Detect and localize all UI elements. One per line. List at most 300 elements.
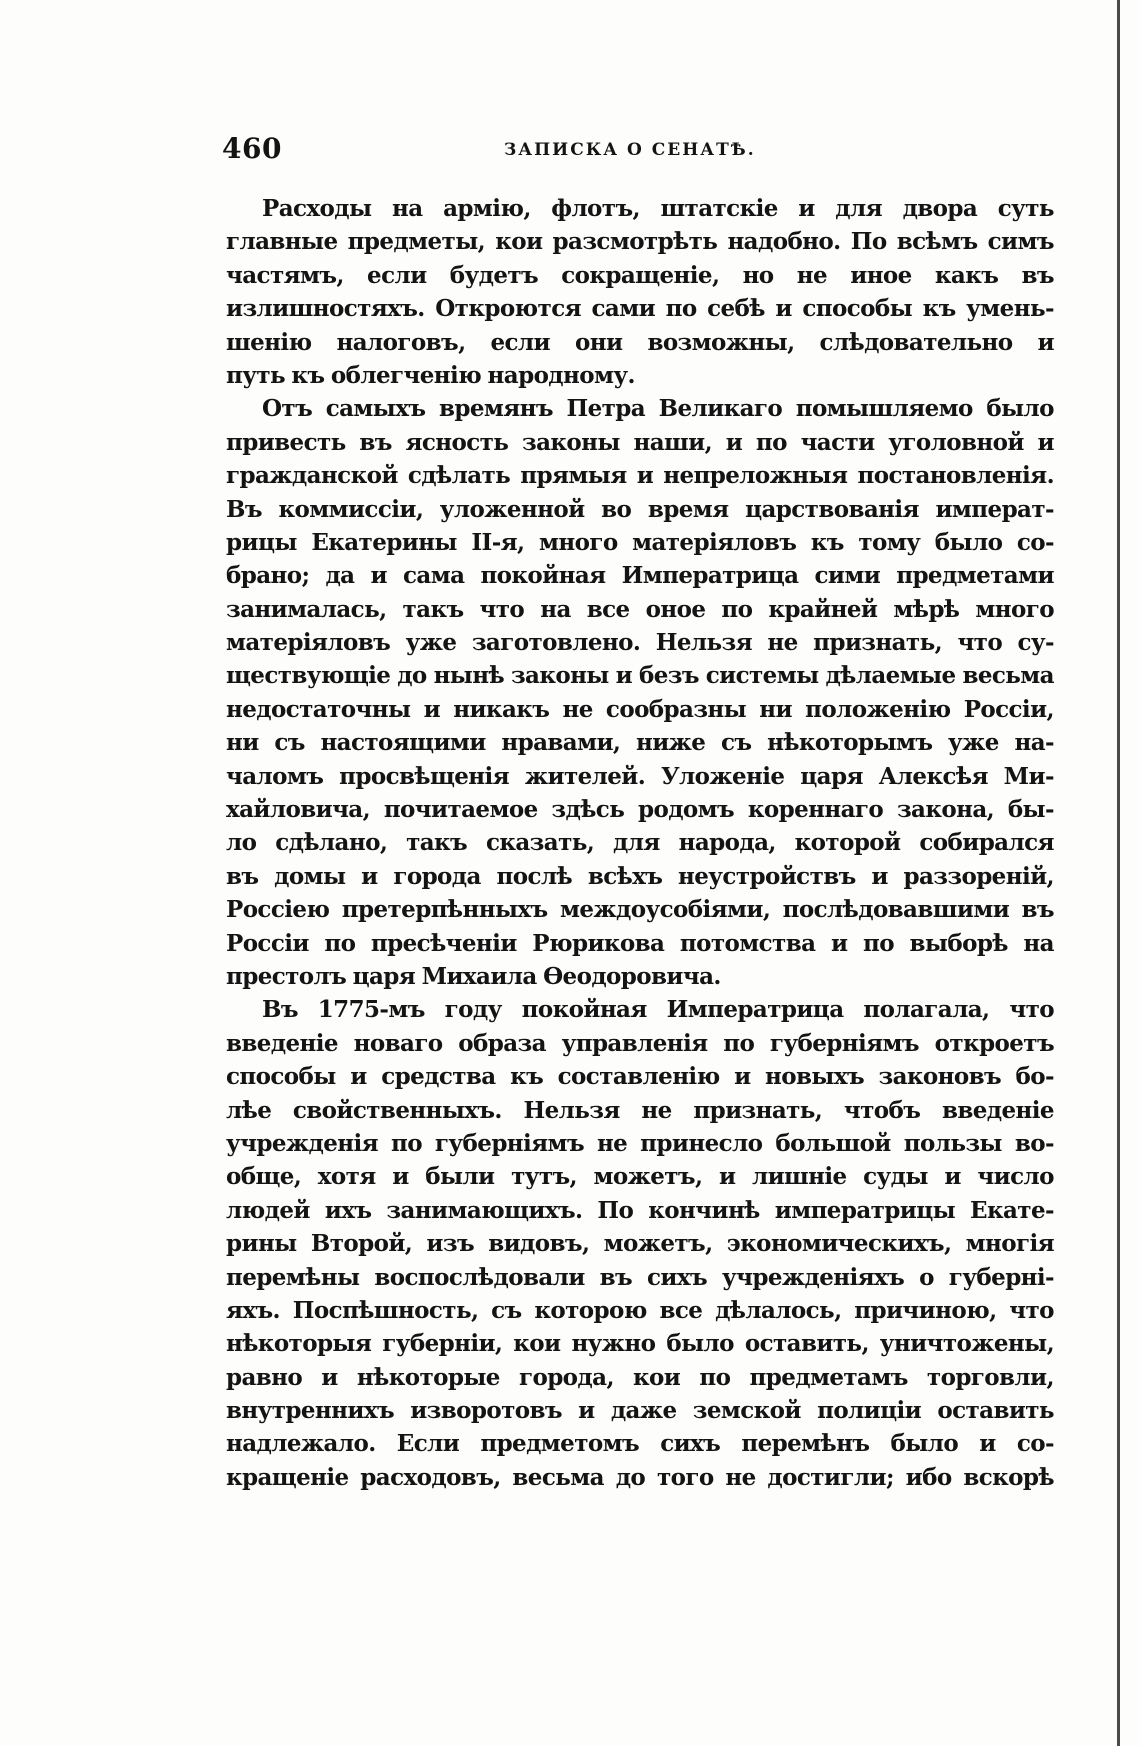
- word: заготовлено.: [471, 629, 641, 657]
- word: и: [578, 1397, 595, 1425]
- word: коммиссіи,: [278, 495, 424, 523]
- word: Императрица: [621, 562, 799, 590]
- word: изворотовъ: [410, 1397, 562, 1425]
- word: брано;: [226, 562, 310, 590]
- word: вскорѣ: [963, 1463, 1054, 1491]
- word: если: [490, 328, 550, 356]
- word: достигли;: [767, 1463, 894, 1491]
- word: законы: [510, 662, 609, 690]
- word: неустройствъ: [678, 862, 856, 890]
- word: все: [659, 1296, 703, 1324]
- text-line: [226, 526, 1054, 559]
- word: новаго: [353, 1029, 443, 1057]
- text-line: [226, 1294, 1054, 1327]
- word: что: [1009, 1296, 1054, 1324]
- word: такъ: [402, 595, 464, 623]
- word: учрежденіяхъ: [721, 1263, 905, 1291]
- word: можетъ,: [603, 1230, 713, 1258]
- word: свойственныхъ.: [292, 1096, 502, 1124]
- word: число: [977, 1163, 1054, 1191]
- word: гражданской: [226, 462, 398, 490]
- word: царствованія: [745, 495, 919, 523]
- word: причиною,: [854, 1296, 997, 1324]
- word: народа,: [678, 829, 776, 857]
- word: не: [562, 695, 593, 723]
- word: новыхъ: [765, 1063, 864, 1091]
- word: себѣ: [707, 295, 765, 323]
- text-line: престолъ царя Михаила Ѳеодоровича.: [226, 962, 721, 990]
- word: для: [835, 195, 883, 222]
- text-line: [226, 793, 1054, 826]
- word: со-: [1016, 528, 1054, 556]
- word: по: [665, 295, 697, 323]
- word: къ: [510, 1063, 544, 1091]
- word: внутреннихъ: [226, 1397, 394, 1425]
- text-line: [226, 1094, 1054, 1127]
- word: учрежденія: [226, 1129, 379, 1157]
- text-line: [226, 1194, 1054, 1227]
- word: пользы: [903, 1129, 1002, 1157]
- word: и: [350, 1063, 367, 1091]
- word: безъ: [638, 662, 699, 690]
- word: дѣлаемые: [825, 662, 956, 690]
- word: были: [425, 1163, 495, 1191]
- text-line: [226, 1394, 1054, 1427]
- word: частямъ,: [226, 261, 344, 289]
- word: почитаемое: [383, 796, 538, 824]
- word: По: [850, 228, 887, 256]
- word: сдѣлано,: [275, 829, 388, 857]
- word: и: [370, 562, 387, 590]
- word: Поспѣшность,: [292, 1296, 479, 1324]
- running-title: ЗАПИСКА О СЕНАТѢ.: [504, 140, 756, 160]
- word: дѣлалось,: [715, 1296, 842, 1324]
- word: сихъ: [660, 1430, 721, 1458]
- word: чаломъ: [226, 762, 324, 790]
- word: выборѣ: [909, 929, 1008, 957]
- word: предметомъ: [480, 1430, 640, 1458]
- word: и: [361, 862, 378, 890]
- text-line: [226, 426, 1054, 459]
- word: до: [397, 662, 427, 690]
- word: возможны,: [647, 328, 795, 356]
- word: и: [979, 1430, 996, 1458]
- word: ниже: [635, 729, 706, 757]
- word: воспослѣдовали: [374, 1263, 585, 1291]
- word: и: [775, 295, 792, 323]
- word: и: [944, 1163, 961, 1191]
- word: но: [742, 261, 774, 289]
- word: для: [613, 829, 660, 857]
- word: непреложныя: [663, 462, 848, 490]
- text-line: [226, 326, 1054, 359]
- text-line: [226, 459, 1054, 492]
- word: средства: [381, 1063, 496, 1091]
- word: Великаго: [658, 395, 783, 423]
- text-line: [226, 292, 1054, 325]
- word: междоусобіями,: [559, 896, 771, 924]
- word: по: [390, 1129, 422, 1157]
- word: много: [975, 595, 1054, 623]
- word: законовъ: [878, 1063, 1002, 1091]
- word: способы: [226, 1063, 336, 1091]
- word: Екате-: [970, 1196, 1054, 1224]
- word: царя: [800, 762, 863, 790]
- word: къ: [922, 295, 956, 323]
- word: Нельзя: [523, 1096, 620, 1124]
- word: къ: [810, 528, 844, 556]
- word: было: [890, 1430, 959, 1458]
- text-line: [226, 1327, 1054, 1360]
- word: кои: [633, 1363, 681, 1391]
- word: оставить: [937, 1397, 1054, 1425]
- word: введеніе: [941, 1096, 1054, 1124]
- word: покойная: [521, 996, 647, 1024]
- word: изъ: [426, 1230, 474, 1258]
- word: крайней: [768, 595, 878, 623]
- text-line: [226, 593, 1054, 626]
- word: покойная: [480, 562, 606, 590]
- text-line: [226, 860, 1054, 893]
- word: никакъ: [453, 695, 550, 723]
- word: нужно: [571, 1330, 656, 1358]
- word: рицы: [226, 528, 297, 556]
- word: кои: [495, 228, 543, 256]
- word: ибо: [905, 1463, 952, 1491]
- word: введеніе: [226, 1029, 338, 1057]
- word: Въ: [226, 495, 262, 523]
- text-line: [226, 626, 1054, 659]
- word: въ: [599, 1263, 633, 1291]
- text-line: [226, 1127, 1054, 1160]
- text-line: [226, 1461, 1054, 1494]
- word: сокращеніе,: [561, 261, 720, 289]
- word: тому: [858, 528, 921, 556]
- word: кореннаго: [747, 796, 884, 824]
- word: и: [718, 1163, 736, 1191]
- word: которой: [794, 829, 901, 857]
- word: уничтожены,: [879, 1330, 1054, 1358]
- word: императрицы: [774, 1196, 956, 1224]
- word: матеріяловъ: [632, 528, 797, 556]
- word: не: [641, 1096, 672, 1124]
- word: со-: [1016, 1430, 1054, 1458]
- word: сдѣлать: [407, 462, 511, 490]
- word: суды: [863, 1163, 928, 1191]
- word: императ-: [935, 495, 1054, 523]
- word: сказать,: [485, 829, 595, 857]
- word: они: [575, 328, 623, 356]
- word: ществующіе: [226, 662, 391, 690]
- word: откроетъ: [934, 1029, 1054, 1057]
- word: на: [391, 195, 423, 222]
- word: просвѣщенія: [339, 762, 510, 790]
- word: самыхъ: [325, 395, 426, 423]
- word: потомства: [679, 929, 816, 957]
- word: до: [615, 1463, 646, 1491]
- word: составленію: [557, 1063, 720, 1091]
- word: армію,: [443, 195, 531, 222]
- word: мѣрѣ: [893, 595, 960, 623]
- word: бы-: [1007, 796, 1054, 824]
- word: симъ: [987, 228, 1054, 256]
- word: такъ: [406, 829, 468, 857]
- word: торговли,: [926, 1363, 1054, 1391]
- word: и: [615, 662, 633, 690]
- word: уложенной: [439, 495, 585, 523]
- word: губерніи,: [382, 1330, 503, 1358]
- word: привесть: [226, 428, 346, 456]
- word: людей: [226, 1196, 310, 1224]
- word: полагала,: [863, 996, 990, 1024]
- word: на: [540, 595, 571, 623]
- word: что: [1009, 996, 1054, 1024]
- word: въ: [1021, 896, 1054, 924]
- word: нѣкоторыя: [226, 1330, 372, 1358]
- word: перемѣнъ: [741, 1430, 870, 1458]
- word: и: [321, 1363, 338, 1391]
- word: и: [423, 695, 441, 723]
- word: Россіею: [226, 896, 330, 924]
- text-line: [226, 1027, 1054, 1060]
- word: во: [601, 495, 632, 523]
- word: уже: [948, 729, 999, 757]
- word: наши,: [633, 428, 713, 456]
- word: Расходы: [262, 195, 372, 222]
- word: и: [1037, 428, 1054, 456]
- word: Второй,: [310, 1230, 413, 1258]
- word: на-: [1014, 729, 1054, 757]
- word: на: [1023, 929, 1054, 957]
- word: постановленія.: [857, 462, 1054, 490]
- word: II-я,: [471, 528, 525, 556]
- word: настоящими: [320, 729, 486, 757]
- text-line: [226, 559, 1054, 592]
- word: Ми-: [1003, 762, 1054, 790]
- word: того: [656, 1463, 714, 1491]
- word: по: [721, 595, 753, 623]
- word: бо-: [1015, 1063, 1054, 1091]
- word: было: [666, 1330, 734, 1358]
- word: губерніямъ: [769, 1029, 919, 1057]
- text-line: [226, 693, 1054, 726]
- word: уголовной: [888, 428, 1024, 456]
- word: не: [767, 629, 798, 657]
- word: по: [699, 1363, 731, 1391]
- word: году: [444, 996, 502, 1024]
- word: что: [479, 595, 525, 623]
- word: губерні-: [948, 1263, 1054, 1291]
- word: города: [393, 862, 481, 890]
- word: умень-: [966, 295, 1054, 323]
- text-line: [226, 1261, 1054, 1294]
- word: оное: [645, 595, 706, 623]
- word: равно: [226, 1363, 303, 1391]
- word: Россіи: [226, 929, 309, 957]
- word: времянъ: [438, 395, 553, 423]
- word: чтобъ: [843, 1096, 921, 1124]
- word: домы: [274, 862, 346, 890]
- word: сими: [814, 562, 881, 590]
- word: Уложеніе: [660, 762, 785, 790]
- word: можетъ,: [593, 1163, 703, 1191]
- text-line: [226, 726, 1054, 759]
- text-line: путь къ облегченію народному.: [226, 361, 635, 389]
- word: налоговъ,: [336, 328, 466, 356]
- word: слѣдовательно: [819, 328, 1013, 356]
- word: ни: [759, 695, 792, 723]
- word: кои: [513, 1330, 561, 1358]
- word: лишніе: [751, 1163, 847, 1191]
- word: не: [725, 1463, 756, 1491]
- word: и: [830, 929, 848, 957]
- word: способы: [802, 295, 913, 323]
- word: излишностяхъ.: [226, 295, 425, 323]
- word: видовъ,: [488, 1230, 590, 1258]
- word: полиціи: [817, 1397, 922, 1425]
- word: если: [367, 261, 427, 289]
- word: предметамъ: [749, 1363, 908, 1391]
- text-line: [226, 392, 1054, 425]
- word: съ: [491, 1296, 522, 1324]
- word: съ: [720, 729, 752, 757]
- word: время: [647, 495, 729, 523]
- word: разсмотрѣть: [552, 228, 718, 256]
- word: пресѣченіи: [370, 929, 517, 957]
- word: и: [636, 462, 654, 490]
- word: ни: [226, 729, 259, 757]
- word: и: [734, 1063, 751, 1091]
- word: Алексѣя: [878, 762, 988, 790]
- word: Императрица: [666, 996, 844, 1024]
- word: всѣхъ: [587, 862, 663, 890]
- word: что: [957, 629, 1003, 657]
- word: и: [871, 862, 888, 890]
- word: по: [755, 428, 787, 456]
- word: лѣе: [226, 1096, 272, 1124]
- word: нѣкоторымъ: [767, 729, 933, 757]
- word: и: [725, 428, 743, 456]
- word: не: [596, 1129, 628, 1157]
- word: всѣмъ: [896, 228, 978, 256]
- text-line: [226, 927, 1054, 960]
- word: ясность: [405, 428, 509, 456]
- page-number: 460: [222, 132, 282, 165]
- word: помышляемо: [795, 395, 973, 423]
- page-header: [222, 132, 1052, 172]
- word: по: [723, 1029, 755, 1057]
- word: части: [800, 428, 875, 456]
- word: законы: [522, 428, 620, 456]
- word: расходовъ,: [360, 1463, 501, 1491]
- word: было: [934, 528, 1003, 556]
- word: раззореній,: [903, 862, 1054, 890]
- word: занималась,: [226, 595, 387, 623]
- word: ихъ: [324, 1196, 372, 1224]
- word: и: [392, 1163, 409, 1191]
- text-line: [226, 993, 1054, 1026]
- word: экономическихъ,: [726, 1230, 952, 1258]
- text-line: [226, 659, 1054, 692]
- word: много: [538, 528, 618, 556]
- word: собирался: [919, 829, 1054, 857]
- text-line: [226, 826, 1054, 859]
- word: нынѣ: [433, 662, 505, 690]
- page-edge-line: [1117, 0, 1120, 1746]
- word: главные: [226, 228, 338, 256]
- word: рины: [226, 1230, 297, 1258]
- word: большой: [775, 1129, 891, 1157]
- word: признать,: [693, 1096, 823, 1124]
- body-text: [226, 192, 1054, 1494]
- word: двора: [902, 195, 978, 222]
- word: обще,: [226, 1163, 302, 1191]
- word: хайловича,: [226, 796, 371, 824]
- word: недостаточны: [226, 695, 411, 723]
- word: даже: [610, 1397, 677, 1425]
- word: въ: [359, 428, 392, 456]
- word: системы: [705, 662, 819, 690]
- word: здѣсь: [551, 796, 625, 824]
- word: и: [1037, 328, 1054, 356]
- text-line: [226, 1427, 1054, 1460]
- word: яхъ.: [226, 1296, 280, 1324]
- word: земской: [692, 1397, 801, 1425]
- word: Рюрикова: [532, 929, 665, 957]
- word: По: [597, 1196, 634, 1224]
- word: Екатерины: [311, 528, 457, 556]
- word: Откроются: [435, 295, 581, 323]
- word: управленія: [561, 1029, 708, 1057]
- text-line: [226, 1361, 1054, 1394]
- word: Отъ: [262, 395, 313, 423]
- word: которою: [534, 1296, 647, 1324]
- word: флотъ,: [551, 195, 640, 222]
- word: Если: [396, 1430, 460, 1458]
- word: надлежало.: [226, 1430, 376, 1458]
- text-line: [226, 1227, 1054, 1260]
- word: сама: [403, 562, 465, 590]
- text-line: [226, 259, 1054, 292]
- word: сами: [591, 295, 656, 323]
- word: перемѣны: [226, 1263, 360, 1291]
- word: закона,: [896, 796, 995, 824]
- word: Россіи,: [963, 695, 1054, 723]
- word: надобно.: [727, 228, 841, 256]
- word: многія: [965, 1230, 1054, 1258]
- word: предметами: [896, 562, 1054, 590]
- word: будетъ: [449, 261, 539, 289]
- word: да: [325, 562, 355, 590]
- word: кращеніе: [226, 1463, 349, 1491]
- word: хотя: [317, 1163, 376, 1191]
- word: послѣ: [496, 862, 573, 890]
- word: во-: [1014, 1129, 1054, 1157]
- text-line: [226, 225, 1054, 258]
- word: по: [324, 929, 356, 957]
- word: суть: [997, 195, 1054, 222]
- word: по: [862, 929, 894, 957]
- word: было: [986, 395, 1054, 423]
- word: нравами,: [501, 729, 621, 757]
- word: весьма: [962, 662, 1054, 690]
- word: кончинѣ: [648, 1196, 760, 1224]
- text-line: [226, 893, 1054, 926]
- word: су-: [1017, 629, 1054, 657]
- word: жителей.: [524, 762, 646, 790]
- word: въ: [1021, 261, 1054, 289]
- word: не: [796, 261, 828, 289]
